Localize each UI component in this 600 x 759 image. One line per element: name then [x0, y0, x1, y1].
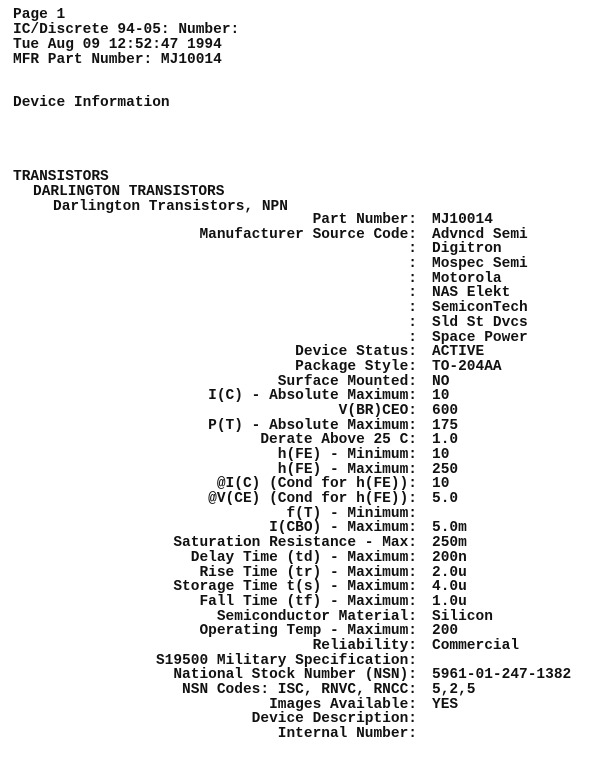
- field-value: Mospec Semi: [432, 256, 528, 273]
- field-value: NO: [432, 373, 450, 390]
- field-label: I(CBO) - Maximum:: [269, 520, 417, 537]
- field-row: [0, 580, 600, 595]
- field-row: [0, 242, 600, 257]
- field-label: Reliability:: [312, 637, 417, 654]
- field-label: Semiconductor Material:: [216, 608, 417, 625]
- field-row: [0, 668, 600, 683]
- field-label: :: [408, 285, 417, 302]
- field-label: I(C) - Absolute Maximum:: [208, 388, 417, 405]
- field-row: [0, 316, 600, 331]
- field-row: [0, 551, 600, 566]
- field-row: [0, 404, 600, 419]
- field-label: Saturation Resistance - Max:: [173, 535, 417, 552]
- field-row: [0, 331, 600, 346]
- field-row: [0, 683, 600, 698]
- field-value: ACTIVE: [432, 344, 485, 361]
- field-label: Package Style:: [295, 358, 417, 375]
- field-label: Operating Temp - Maximum:: [199, 623, 417, 640]
- field-value: Space Power: [432, 329, 528, 346]
- field-label: f(T) - Minimum:: [286, 505, 417, 522]
- field-label: h(FE) - Maximum:: [277, 461, 417, 478]
- field-value: Silicon: [432, 608, 493, 625]
- category-level-3: Darlington Transistors, NPN: [53, 199, 288, 215]
- field-label: V(BR)CEO:: [338, 402, 417, 419]
- field-row: [0, 727, 600, 742]
- field-label: Derate Above 25 C:: [260, 432, 417, 449]
- field-row: [0, 712, 600, 727]
- field-row: [0, 448, 600, 463]
- field-value: 5.0m: [432, 520, 467, 537]
- field-row: [0, 698, 600, 713]
- field-row: [0, 463, 600, 478]
- field-row: [0, 595, 600, 610]
- field-value: 4.0u: [432, 579, 467, 596]
- field-value: 5.0: [432, 491, 459, 508]
- field-label: Part Number:: [312, 212, 417, 228]
- field-row: [0, 507, 600, 522]
- page-number: Page 1: [13, 7, 66, 23]
- field-row: [0, 375, 600, 390]
- field-row: [0, 257, 600, 272]
- field-label: :: [408, 241, 417, 258]
- database-title: IC/Discrete 94-05: Number:: [13, 22, 240, 38]
- field-label: NSN Codes: ISC, RNVC, RNCC:: [182, 682, 417, 698]
- field-value: TO-204AA: [432, 358, 502, 375]
- field-row: [0, 360, 600, 375]
- field-row: [0, 521, 600, 536]
- field-row: [0, 566, 600, 581]
- field-label: Rise Time (tr) - Maximum:: [199, 564, 417, 581]
- field-row: [0, 536, 600, 551]
- field-value: 5961-01-247-1382: [432, 667, 572, 684]
- field-row: [0, 286, 600, 301]
- field-row: [0, 654, 600, 669]
- field-label: @I(C) (Cond for h(FE)):: [216, 476, 417, 493]
- field-value: Commercial: [432, 637, 520, 654]
- field-row: [0, 301, 600, 316]
- field-value: Digitron: [432, 241, 502, 258]
- field-row: [0, 419, 600, 434]
- field-label: Manufacturer Source Code:: [199, 226, 417, 243]
- field-row: [0, 389, 600, 404]
- field-label: P(T) - Absolute Maximum:: [208, 417, 417, 434]
- field-label: :: [408, 270, 417, 287]
- field-label: @V(CE) (Cond for h(FE)):: [208, 491, 417, 508]
- field-value: 5,2,5: [432, 682, 476, 698]
- field-value: MJ10014: [432, 212, 493, 228]
- field-value: 1.0u: [432, 593, 467, 610]
- device-fields-list: [0, 213, 600, 742]
- field-value: 600: [432, 402, 459, 419]
- field-value: 175: [432, 417, 459, 434]
- timestamp: Tue Aug 09 12:52:47 1994: [13, 37, 222, 53]
- field-label: Images Available:: [269, 696, 417, 713]
- field-value: 1.0: [432, 432, 459, 449]
- field-value: Advncd Semi: [432, 226, 528, 243]
- field-value: Sld St Dvcs: [432, 314, 528, 331]
- field-label: S19500 Military Specification:: [155, 652, 417, 669]
- field-label: Surface Mounted:: [277, 373, 417, 390]
- field-value: 10: [432, 388, 450, 405]
- field-row: [0, 228, 600, 243]
- field-value: 250m: [432, 535, 467, 552]
- field-value: 10: [432, 447, 450, 463]
- field-row: [0, 272, 600, 287]
- field-label: Device Description:: [251, 711, 417, 728]
- field-value: 10: [432, 476, 450, 493]
- field-row: [0, 345, 600, 360]
- field-label: h(FE) - Minimum:: [277, 447, 417, 463]
- field-row: [0, 624, 600, 639]
- field-label: :: [408, 314, 417, 331]
- field-value: NAS Elekt: [432, 285, 511, 302]
- field-label: Device Status:: [295, 344, 417, 361]
- field-label: :: [408, 256, 417, 273]
- field-row: [0, 639, 600, 654]
- mfr-part-number: MFR Part Number: MJ10014: [13, 52, 222, 68]
- field-value: 200n: [432, 549, 467, 566]
- category-level-1: TRANSISTORS: [13, 169, 109, 185]
- field-value: 250: [432, 461, 459, 478]
- field-label: Fall Time (tf) - Maximum:: [199, 593, 417, 610]
- field-row: [0, 492, 600, 507]
- section-title: Device Information: [13, 95, 170, 111]
- field-value: YES: [432, 696, 459, 713]
- field-label: :: [408, 300, 417, 317]
- field-label: :: [408, 329, 417, 346]
- field-label: Storage Time t(s) - Maximum:: [173, 579, 417, 596]
- field-label: National Stock Number (NSN):: [173, 667, 417, 684]
- field-row: [0, 610, 600, 625]
- field-label: Internal Number:: [277, 726, 417, 743]
- field-row: [0, 433, 600, 448]
- field-row: [0, 477, 600, 492]
- field-label: Delay Time (td) - Maximum:: [190, 549, 417, 566]
- field-row: [0, 213, 600, 228]
- field-value: 2.0u: [432, 564, 467, 581]
- field-value: 200: [432, 623, 459, 640]
- category-level-2: DARLINGTON TRANSISTORS: [33, 184, 225, 200]
- field-value: SemiconTech: [432, 300, 528, 317]
- field-value: Motorola: [432, 270, 502, 287]
